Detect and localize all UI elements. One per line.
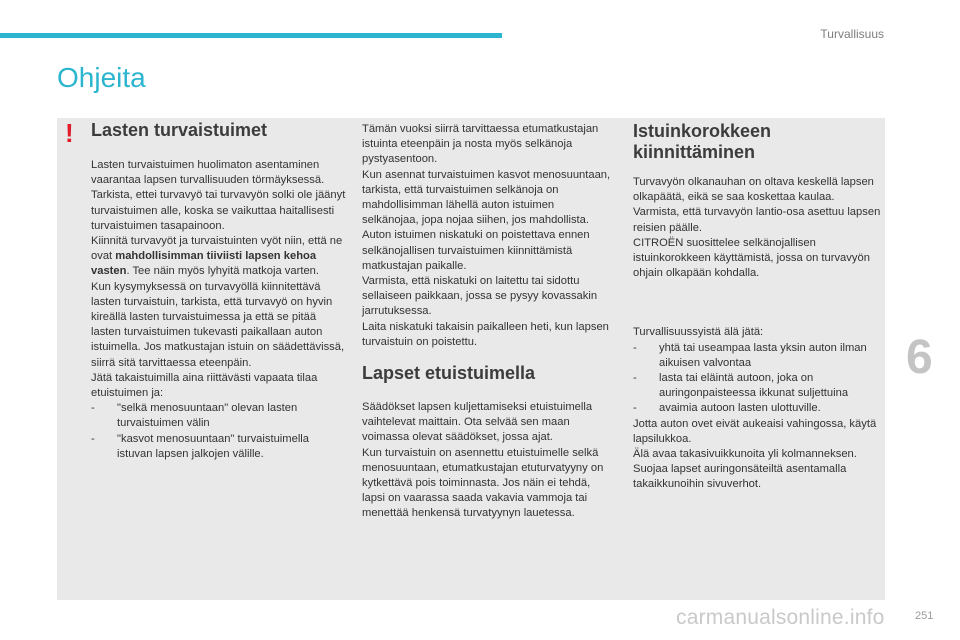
top-accent-bar [0, 33, 502, 38]
list-item: - lasta tai eläintä autoon, joka on auringonpaisteessa ikkunat suljettuina [633, 372, 849, 400]
section-header: Turvallisuus [820, 27, 884, 41]
heading-child-seats: Lasten turvaistuimet [91, 120, 268, 140]
page-title: Ohjeita [57, 62, 146, 93]
warning-icon: ! [65, 118, 74, 148]
paragraph: Kun kysymyksessä on turvavyöllä kiinnitettävä lasten turvaistuin, tarkista, että turvavyö on hyvin kireällä lasten turvaistuimessa ja että se pitää lasten turvaistuimen tukevasti paikallaan auton istuimella. Jos matkustajan istuin on säädettävissä, siirrä sitä tarvittaessa eteenpäin. [91, 280, 345, 369]
paragraph: Varmista, että turvavyön lantio-osa asettuu lapsen reisien päälle. [633, 206, 881, 234]
heading-booster-seat: Istuinkorokkeen kiinnittäminen [633, 121, 772, 162]
list-item: - yhtä tai useampaa lasta yksin auton ilman aikuisen valvontaa [633, 341, 867, 369]
paragraph: Laita niskatuki takaisin paikalleen heti, kun lapsen turvaistuin on poistettu. [362, 320, 609, 348]
paragraph: Kiinnitä turvavyöt ja turvaistuinten vyöt niin, että ne ovat mahdollisimman tiiviisti lapsen kehoa vasten. Tee näin myös lyhyitä matkoja varten. [91, 235, 343, 278]
list-item: - "kasvot menosuuntaan" turvaistuimella istuvan lapsen jalkojen välille. [91, 432, 310, 460]
paragraph: Turvavyön olkanauhan on oltava keskellä lapsen olkapäätä, eikä se saa koskettaa kaulaa. [633, 176, 874, 204]
list-item: - "selkä menosuuntaan" olevan lasten turvaistuimen välin [91, 402, 298, 430]
paragraph: Auton istuimen niskatuki on poistettava ennen selkänojallisen turvaistuimen kiinnittämistä matkustajan paikalle. [362, 229, 590, 272]
paragraph: Kun turvaistuin on asennettu etuistuimelle selkä menosuuntaan, etumatkustajan etuturvatyyny on kytkettävä pois toiminnasta. Jos näin ei tehdä, lapsi on vaarassa saada vakavia vammoja tai menettää henkensä turvatyynyn lauetessa. [362, 446, 604, 520]
paragraph: Jotta auton ovet eivät aukeaisi vahingossa, käytä lapsilukkoa. [633, 417, 877, 445]
heading-front-seat: Lapset etuistuimella [362, 363, 536, 384]
column-booster-seat [633, 121, 883, 493]
page-number: 251 [915, 610, 934, 622]
paragraph: CITROËN suosittelee selkänojallisen istuinkorokkeen käyttämistä, jossa on turvavyön ohjain olkapään kohdalla. [633, 236, 870, 280]
paragraph: Lasten turvaistuimen huolimaton asentaminen vaarantaa lapsen turvallisuuden törmäyksessä. [91, 159, 325, 187]
column-seat-adjustment [362, 122, 612, 522]
watermark-text: carmanualsonline.info [676, 606, 885, 629]
column-child-seats [91, 120, 346, 462]
paragraph: Turvallisuussyistä älä jätä: [633, 326, 764, 339]
paragraph: Suojaa lapset auringonsäteiltä asentamalla takaikkunoihin sivuverhot. [633, 463, 847, 491]
paragraph: Varmista, että niskatuki on laitettu tai sidottu sellaiseen paikkaan, jossa se pysyy kovassakin jarrutuksessa. [362, 275, 598, 318]
paragraph: Älä avaa takasivuikkunoita yli kolmanneksen. [633, 448, 857, 461]
paragraph: Tämän vuoksi siirrä tarvittaessa etumatkustajan istuinta eteenpäin ja nosta myös selkänoja pystyasentoon. [362, 123, 599, 166]
list-item: - avaimia autoon lasten ulottuville. [633, 402, 821, 415]
paragraph: Tarkista, ettei turvavyö tai turvavyön solki ole jäänyt turvaistuimen alle, koska se vaikuttaa haitallisesti turvaistuimen tasapainoon. [91, 189, 346, 232]
chapter-number: 6 [906, 331, 933, 384]
paragraph: Säädökset lapsen kuljettamiseksi etuistuimella vaihtelevat maittain. Ota selvää sen maan voimassa olevat säädökset, jossa ajat. [362, 401, 593, 444]
emphasis-text: mahdollisimman tiiviisti lapsen kehoa vasten [91, 250, 317, 278]
paragraph: Kun asennat turvaistuimen kasvot menosuuntaan, tarkista, että turvaistuimen selkänoja on mahdollisimman lähellä auton istuimen selkänojaa, jopa nojaa siihen, jos mahdollista. [362, 168, 611, 227]
paragraph: Jätä takaistuimilla aina riittävästi vapaata tilaa etuistuimen ja: [91, 371, 318, 400]
